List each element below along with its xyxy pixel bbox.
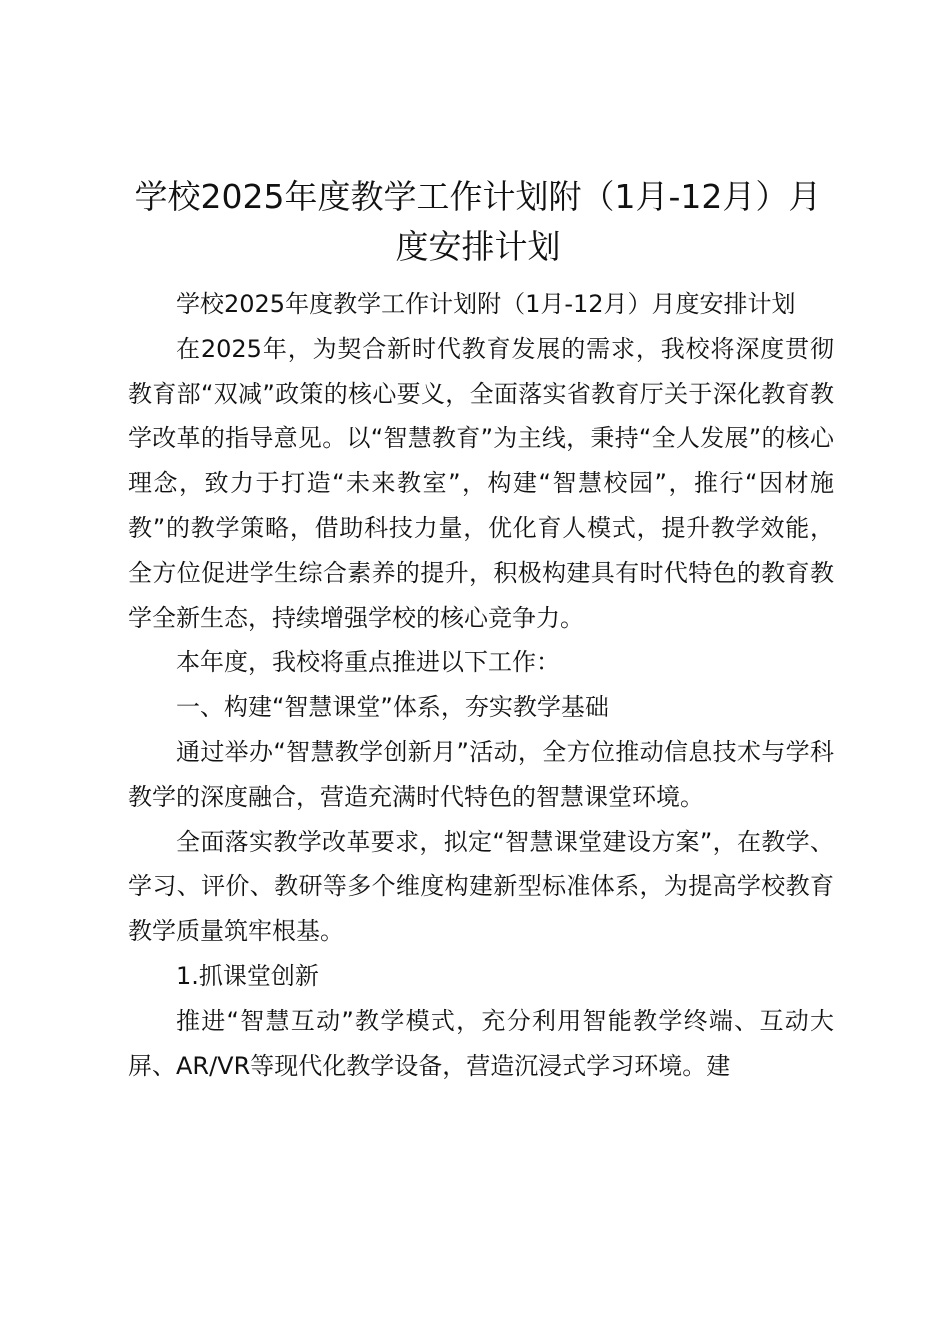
document-body	[128, 282, 834, 1088]
paragraph-key-work: 本年度，我校将重点推进以下工作：	[176, 648, 560, 677]
paragraph-interactive-mode: 推进“智慧互动”教学模式，充分利用智能教学终端、互动大屏、AR/VR等现代化教学设备，营造沉浸式学习环境。建	[128, 1006, 834, 1080]
paragraph-innovation-month: 通过举办“智慧教学创新月”活动，全方位推动信息技术与学科教学的深度融合，营造充满时代特色的智慧课堂环境。	[128, 737, 834, 811]
document-title: 学校2025年度教学工作计划附（1月-12月）月度安排计划	[134, 177, 822, 266]
section-heading-1: 一、构建“智慧课堂”体系，夯实教学基础	[176, 693, 609, 722]
paragraph-reform-plan: 全面落实教学改革要求，拟定“智慧课堂建设方案”，在教学、学习、评价、教研等多个维度构建新型标准体系，为提高学校教育教学质量筑牢根基。	[128, 827, 834, 946]
paragraph-intro: 在2025年，为契合新时代教育发展的需求，我校将深度贯彻教育部“双减”政策的核心要义，全面落实省教育厅关于深化教育教学改革的指导意见。以“智慧教育”为主线，秉持“全人发展”的核心理念，致力于打造“未来教室”，构建“智慧校园”，推行“因材施教”的教学策略，借助科技力量，优化育人模式，提升教学效能，全方位促进学生综合素养的提升，积极构建具有时代特色的教育教学全新生态，持续增强学校的核心竞争力。	[128, 334, 834, 632]
paragraph-subtitle: 学校2025年度教学工作计划附（1月-12月）月度安排计划	[176, 290, 796, 318]
subsection-heading-1: 1.抓课堂创新	[176, 961, 319, 990]
